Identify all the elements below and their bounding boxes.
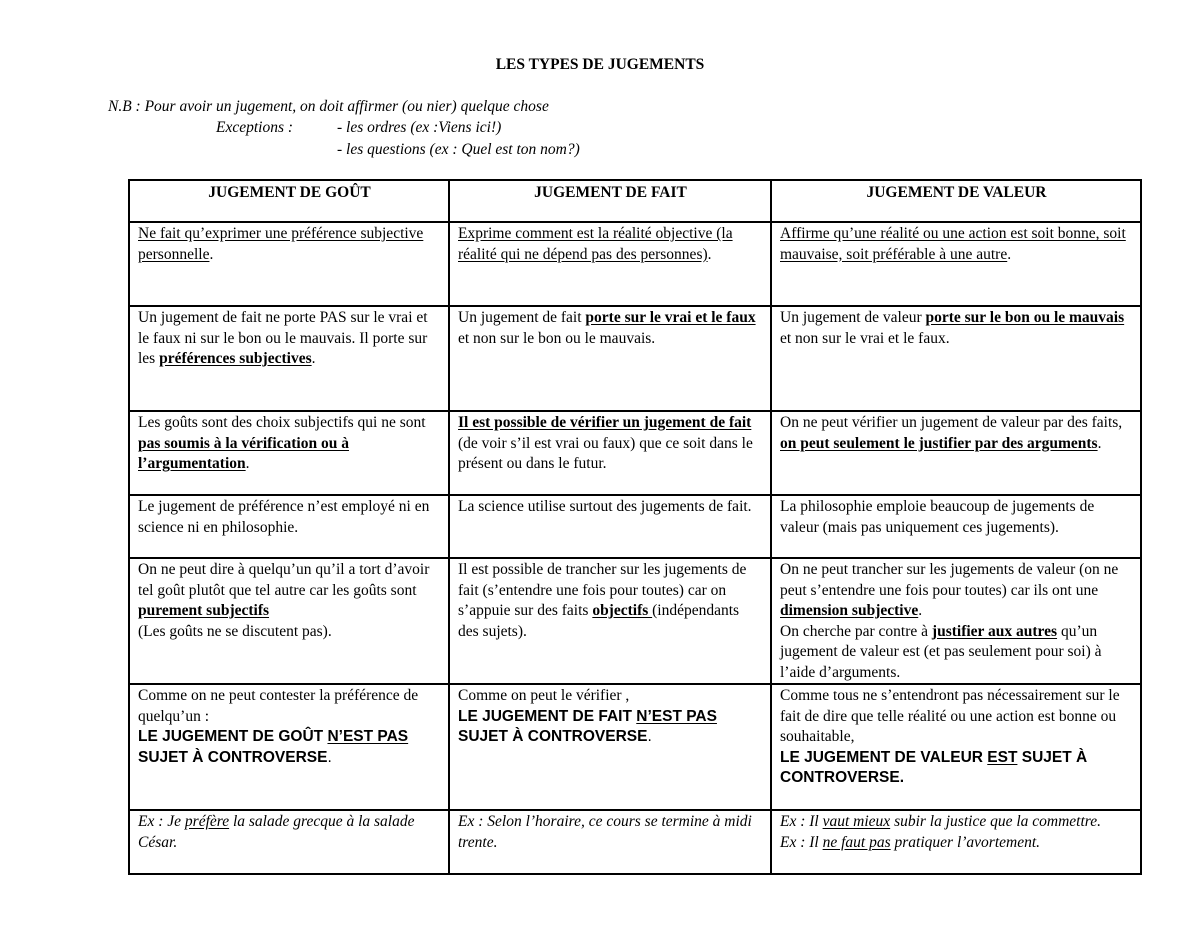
cell-gout: Le jugement de préférence n’est employé ni en science ni en philosophie. [129,495,449,558]
cell-fait: La science utilise surtout des jugements de fait. [449,495,771,558]
header-gout: JUGEMENT DE GOÛT [129,180,449,222]
exception-questions: - les questions (ex : Quel est ton nom?) [337,141,580,158]
cell-gout: Ex : Je préfère la salade grecque à la salade César. [129,810,449,874]
cell-gout: On ne peut dire à quelqu’un qu’il a tort d’avoir tel goût plutôt que tel autre car les goûts sont purement subjectifs (Les goûts ne se discutent pas). [129,558,449,684]
table-row [129,684,1141,810]
cell-gout: Un jugement de fait ne porte PAS sur le vrai et le faux ni sur le bon ou le mauvais. Il porte sur les préférences subjectives. [129,306,449,411]
cell-fait: Il est possible de vérifier un jugement de fait (de voir s’il est vrai ou faux) que ce soit dans le présent ou dans le futur. [449,411,771,495]
table-row [129,495,1141,558]
cell-valeur: Affirme qu’une réalité ou une action est soit bonne, soit mauvaise, soit préférable à une autre. [771,222,1141,306]
cell-fait: Exprime comment est la réalité objective (la réalité qui ne dépend pas des personnes). [449,222,771,306]
cell-fait: Ex : Selon l’horaire, ce cours se termine à midi trente. [449,810,771,874]
cell-gout: Ne fait qu’exprimer une préférence subjective personnelle. [129,222,449,306]
table-row [129,411,1141,495]
table-row [129,810,1141,874]
cell-valeur: Ex : Il vaut mieux subir la justice que la commettre. Ex : Il ne faut pas pratiquer l’avortement. [771,810,1141,874]
cell-fait: Comme on peut le vérifier , LE JUGEMENT DE FAIT N’EST PAS SUJET À CONTROVERSE. [449,684,771,810]
exception-orders: - les ordres (ex :Viens ici!) [337,119,502,136]
cell-gout: Comme on ne peut contester la préférence de quelqu’un : LE JUGEMENT DE GOÛT N’EST PAS SUJET À CONTROVERSE. [129,684,449,810]
cell-valeur: Un jugement de valeur porte sur le bon ou le mauvais et non sur le vrai et le faux. [771,306,1141,411]
cell-gout: Les goûts sont des choix subjectifs qui ne sont pas soumis à la vérification ou à l’argumentation. [129,411,449,495]
cell-fait: Un jugement de fait porte sur le vrai et le faux et non sur le bon ou le mauvais. [449,306,771,411]
table-row [129,222,1141,306]
note-line: N.B : Pour avoir un jugement, on doit affirmer (ou nier) quelque chose [108,98,549,115]
cell-valeur: La philosophie emploie beaucoup de jugements de valeur (mais pas uniquement ces jugements). [771,495,1141,558]
cell-fait: Il est possible de trancher sur les jugements de fait (s’entendre une fois pour toutes) car on s’appuie sur des faits objectifs (indépendants des sujets). [449,558,771,684]
table-row [129,558,1141,684]
exceptions-label: Exceptions : [216,119,294,136]
page-title: LES TYPES DE JUGEMENTS [495,56,705,73]
header-valeur: JUGEMENT DE VALEUR [771,180,1141,222]
judgements-table [128,179,1142,875]
table-row [129,306,1141,411]
header-row [129,180,1141,222]
cell-valeur: On ne peut trancher sur les jugements de valeur (on ne peut s’entendre une fois pour toutes) car ils ont une dimension subjective. On cherche par contre à justifier aux autres qu’un jugement de valeur est (et pas seulement pour soi) à l’aide d’arguments. [771,558,1141,684]
cell-valeur: Comme tous ne s’entendront pas nécessairement sur le fait de dire que telle réalité ou une action est bonne ou souhaitable, LE JUGEMENT DE VALEUR EST SUJET À CONTROVERSE. [771,684,1141,810]
cell-valeur: On ne peut vérifier un jugement de valeur par des faits, on peut seulement le justifier par des arguments. [771,411,1141,495]
header-fait: JUGEMENT DE FAIT [449,180,771,222]
